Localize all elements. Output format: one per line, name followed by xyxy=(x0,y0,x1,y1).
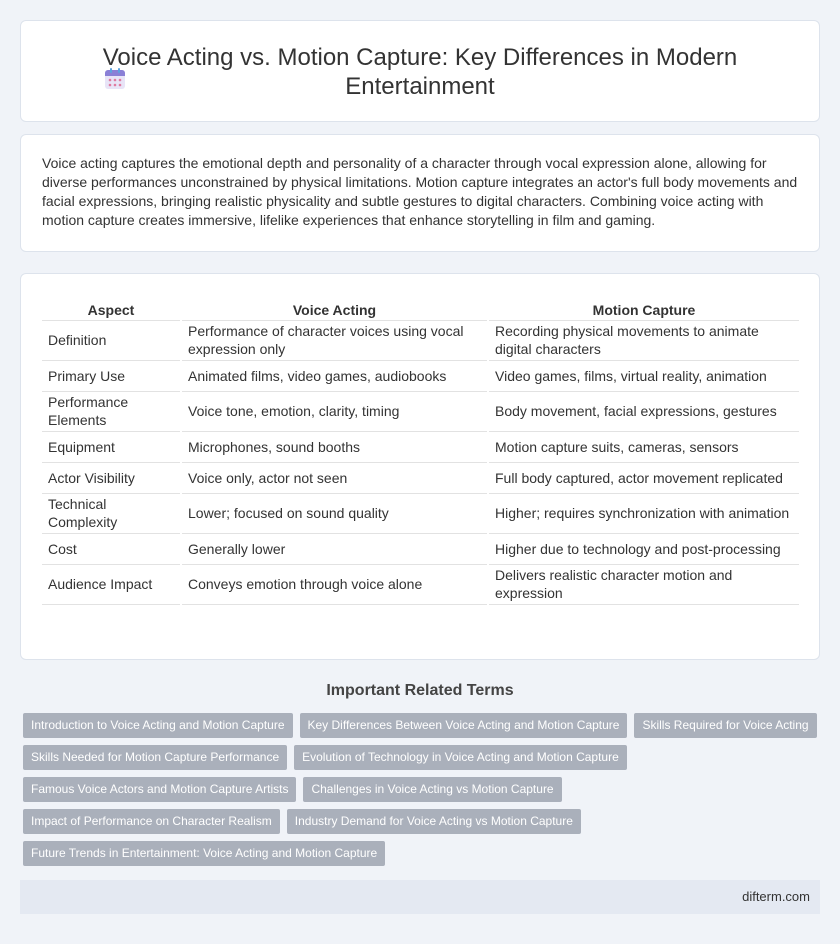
row-aspect: Technical Complexity xyxy=(42,493,181,533)
page-title: Voice Acting vs. Motion Capture: Key Differences in Modern Entertainment xyxy=(102,44,738,100)
table-row xyxy=(42,391,799,431)
row-voice-acting: Conveys emotion through voice alone xyxy=(181,564,488,604)
row-voice-acting: Lower; focused on sound quality xyxy=(181,493,488,533)
footer-site-link[interactable]: difterm.com xyxy=(742,889,810,904)
related-term-tag[interactable]: Evolution of Technology in Voice Acting and Motion Capture xyxy=(294,745,627,770)
row-aspect: Primary Use xyxy=(42,360,181,391)
row-aspect: Performance Elements xyxy=(42,391,181,431)
row-aspect: Definition xyxy=(42,320,181,360)
related-terms-list xyxy=(23,713,823,873)
row-motion-capture: Higher; requires synchronization with animation xyxy=(488,493,799,533)
table-row xyxy=(42,360,799,391)
related-term-tag[interactable]: Future Trends in Entertainment: Voice Acting and Motion Capture xyxy=(23,841,385,866)
footer xyxy=(20,880,820,914)
row-motion-capture: Delivers realistic character motion and expression xyxy=(488,564,799,604)
header-card xyxy=(20,20,820,122)
row-aspect: Audience Impact xyxy=(42,564,181,604)
related-term-tag[interactable]: Introduction to Voice Acting and Motion Capture xyxy=(23,713,293,738)
row-motion-capture: Full body captured, actor movement replicated xyxy=(488,462,799,493)
row-voice-acting: Voice only, actor not seen xyxy=(181,462,488,493)
header-voice-acting: Voice Acting xyxy=(181,294,488,320)
row-voice-acting: Voice tone, emotion, clarity, timing xyxy=(181,391,488,431)
table-row xyxy=(42,533,799,564)
row-motion-capture: Higher due to technology and post-processing xyxy=(488,533,799,564)
row-aspect: Cost xyxy=(42,533,181,564)
row-motion-capture: Video games, films, virtual reality, animation xyxy=(488,360,799,391)
intro-paragraph: Voice acting captures the emotional depth and personality of a character through vocal expression alone, allowing for diverse performances unconstrained by physical limitations. Motion capture integrates an actor's full body movements and facial expressions, bringing realistic physicality and subtle gestures to digital characters. Combining voice acting with motion capture creates immersive, lifelike experiences that enhance storytelling in film and gaming. xyxy=(42,155,798,228)
intro-card xyxy=(20,134,820,252)
related-term-tag[interactable]: Impact of Performance on Character Realism xyxy=(23,809,280,834)
table-row xyxy=(42,431,799,462)
comparison-card xyxy=(20,273,820,660)
related-term-tag[interactable]: Skills Needed for Motion Capture Performance xyxy=(23,745,287,770)
related-term-tag[interactable]: Industry Demand for Voice Acting vs Motion Capture xyxy=(287,809,581,834)
related-term-tag[interactable]: Key Differences Between Voice Acting and Motion Capture xyxy=(300,713,628,738)
row-voice-acting: Generally lower xyxy=(181,533,488,564)
row-voice-acting: Performance of character voices using vocal expression only xyxy=(181,320,488,360)
header-aspect: Aspect xyxy=(42,294,181,320)
comparison-table xyxy=(42,294,799,605)
row-voice-acting: Animated films, video games, audiobooks xyxy=(181,360,488,391)
related-term-tag[interactable]: Challenges in Voice Acting vs Motion Capture xyxy=(303,777,561,802)
table-row xyxy=(42,320,799,360)
table-header-row xyxy=(42,294,799,320)
related-term-tag[interactable]: Skills Required for Voice Acting xyxy=(634,713,816,738)
related-terms-title: Important Related Terms xyxy=(326,682,514,699)
related-term-tag[interactable]: Famous Voice Actors and Motion Capture Artists xyxy=(23,777,296,802)
row-aspect: Equipment xyxy=(42,431,181,462)
row-motion-capture: Body movement, facial expressions, gestures xyxy=(488,391,799,431)
row-motion-capture: Recording physical movements to animate digital characters xyxy=(488,320,799,360)
header-motion-capture: Motion Capture xyxy=(488,294,799,320)
row-motion-capture: Motion capture suits, cameras, sensors xyxy=(488,431,799,462)
row-aspect: Actor Visibility xyxy=(42,462,181,493)
table-row xyxy=(42,493,799,533)
table-row xyxy=(42,462,799,493)
table-row xyxy=(42,564,799,604)
row-voice-acting: Microphones, sound booths xyxy=(181,431,488,462)
